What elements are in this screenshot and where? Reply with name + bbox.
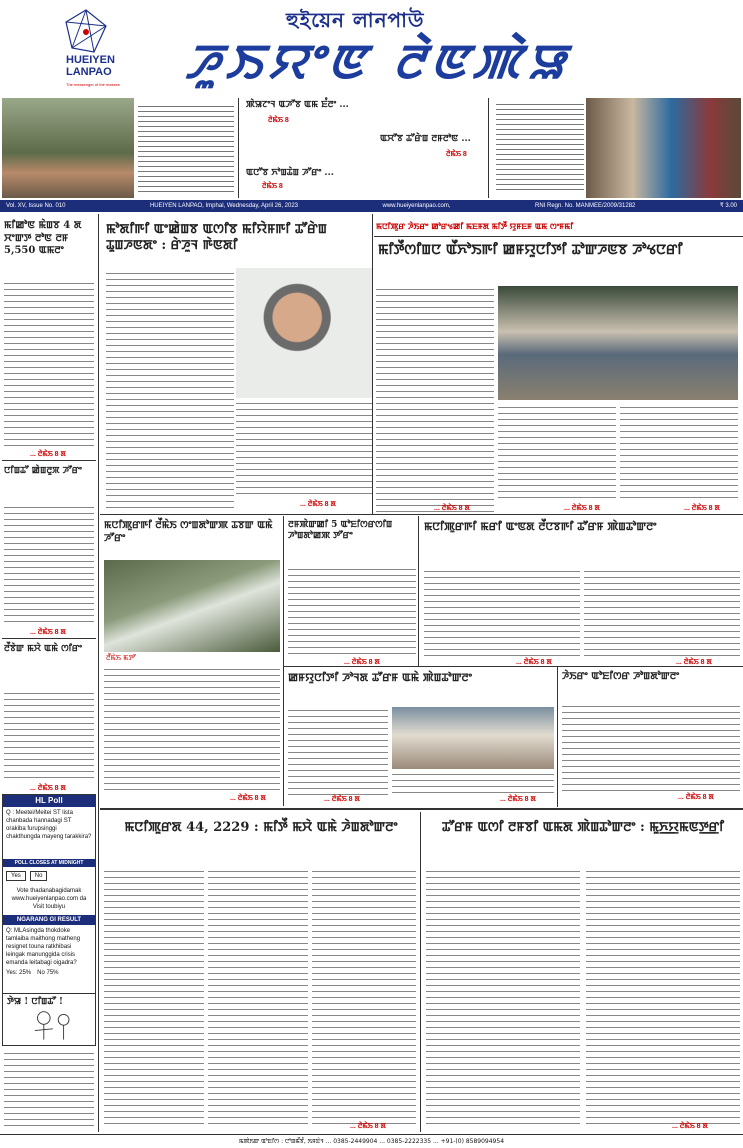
lead-headline: ꯃꯣꯗꯤꯒꯤ ꯑꯦꯀꯥꯡꯕ ꯑꯁꯤꯕ ꯃꯤꯌꯥꯝꯒꯤ ꯊꯧꯔꯥꯡ ꯊꯨꯡꯍꯟꯗꯦ : ꯔꯥꯍꯨꯜ ꯒꯥꯟꯗꯤ (106, 222, 327, 254)
brand-tagline: The messenger of the masses (66, 82, 120, 87)
mid-story-1-caption: ꯂꯩꯃꯥꯏ ꯃꯇꯧ (106, 654, 136, 662)
mid-story-4-contd-b: ... ꯂꯥꯃꯥꯏ 8 ꯗ (500, 796, 536, 803)
poll-title: HL Poll (3, 795, 95, 807)
poll-box (2, 794, 96, 1046)
poll-closes: POLL CLOSES AT MIDNIGHT (3, 859, 95, 867)
left-lead-body (4, 280, 94, 448)
teaser-3-head: ꯑꯅꯧꯕ ꯈꯣꯡꯊꯥꯡ ꯍꯧꯔꯦ ... (246, 168, 334, 178)
left-story3-contd: ... ꯂꯥꯃꯥꯏ 8 ꯗ (30, 785, 66, 792)
bottom-left-body-c (312, 868, 416, 1124)
cartoon-figure-icon (21, 1009, 81, 1045)
left-rule-1 (2, 460, 96, 461)
mid-story-2 (284, 516, 418, 666)
mid-story-2-headline: ꯂꯝꯄꯥꯛꯀꯤ 5 ꯑꯣꯐꯤꯁꯔꯁꯤꯡ ꯍꯣꯡꯗꯣꯀꯄ ꯇꯧꯔꯦ (288, 520, 393, 542)
mid-story-1 (100, 516, 282, 806)
result-no: No 75% (37, 970, 59, 976)
footer-address: ꯃꯄꯥꯏꯛ ꯑꯣꯐꯤꯁ : ꯅꯣꯡꯃꯩꯕꯪ, ꯏꯝꯐꯥꯜ ... 0385-2449904 ... 0385-2222335 ... +91-(0) 8589094954 (0, 1134, 743, 1148)
mid-story-3-body-a (424, 568, 580, 660)
mid-story-3-body-b (584, 568, 740, 660)
lead-body-col1 (106, 270, 234, 510)
bottom-right-body-a (426, 868, 580, 1124)
mid-story-4-headline: ꯀꯝꯌꯨꯅꯤꯇꯤ ꯍꯣꯜꯗ ꯊꯧꯔꯝ ꯑꯃꯥ ꯄꯥꯡꯊꯣꯛꯂꯦ (288, 671, 472, 684)
bottom-left-contd: ... ꯂꯥꯃꯥꯏ 8 ꯗ (350, 1123, 386, 1130)
edition-date: Imphal, Wednesday, April 26, 2023 (205, 203, 299, 209)
mid-story-3-contd-b: ... ꯂꯥꯃꯥꯏ 8 ꯗ (676, 659, 712, 666)
volume-issue: Vol. XV, Issue No. 010 (6, 203, 66, 209)
left-lead-contd: ... ꯂꯥꯃꯥꯏ 8 ꯗ (30, 451, 66, 458)
mid-story-4 (284, 667, 556, 807)
result-yes: Yes: 25% (6, 970, 32, 976)
poll-options (3, 867, 95, 885)
right-caption-block (496, 102, 584, 192)
cartoon-body (4, 1050, 94, 1130)
right-top-kicker: ꯃꯅꯤꯄꯨꯔ ꯍꯥꯏꯔꯦ ꯀꯣꯔꯠꯀꯤ ꯃꯐꯝꯗ ꯃꯤꯇꯩ ꯌꯨꯝꯐꯝ ꯑꯃ ꯁꯦꯝꯃꯤ (376, 221, 574, 231)
left-story3-body (4, 690, 94, 782)
mid-story-5-headline: ꯍꯥꯏꯔꯦ ꯑꯣꯐꯤꯁꯔ ꯍꯣꯡꯗꯣꯛꯂꯦ (562, 671, 680, 682)
brand-line-2: LANPAO (66, 66, 112, 78)
strip-divider-2 (488, 98, 489, 198)
left-caption-block (138, 104, 234, 192)
right-top-story (374, 214, 743, 514)
right-top-body-b (498, 404, 616, 500)
top-strip (0, 96, 743, 200)
rni-number: RNI Regn. No. MANMEE/2009/31282 (534, 203, 636, 209)
mid-story-5 (558, 667, 743, 807)
mid-story-2-body (288, 566, 416, 658)
poll-vote-text: Vote thadanabagidamak www.hueiyenlanpao.com da Visit toubiyu (11, 888, 87, 910)
poll-yes[interactable]: Yes (6, 871, 26, 881)
website[interactable]: www.hueiyenlanpao.com, (382, 203, 451, 209)
left-lead-headline: ꯃꯤꯀꯣꯟ ꯃꯥꯡꯕ 4 ꯗ ꯆꯦꯛꯇ ꯂꯣꯟ ꯂꯝ 5,550 ꯑꯃꯂꯦ (4, 220, 82, 256)
lead-divider (372, 214, 373, 514)
upper-rule (100, 514, 743, 515)
right-top-body-a (376, 286, 494, 512)
teaser-2-page: ꯂꯥꯃꯥꯏ 8 (446, 151, 467, 158)
mid-story-4-body-a (288, 707, 388, 795)
mid-story-2-contd: ... ꯂꯥꯃꯥꯏ 8 ꯗ (344, 659, 380, 666)
hall-meeting-photo (392, 707, 554, 769)
ceremony-photo (586, 98, 741, 198)
result-title: NGARANG GI RESULT (3, 915, 95, 925)
mid-story-1-body (104, 666, 280, 792)
left-column (0, 214, 98, 1132)
landscape-photo (104, 560, 280, 652)
edition-place (150, 200, 298, 212)
bottom-left-body-b (208, 868, 308, 1124)
right-top-contd-c: ... ꯂꯥꯃꯥꯏ 8 ꯗ (684, 505, 720, 512)
bottom-left-body-a (104, 868, 204, 1124)
result-question: Q: MLAsingda thokdoke tamlaiba maithong matheng resignet touna ratkhibasi leingak manunggida crisis emanda leitabagi oigadra? (6, 928, 81, 966)
cartoon-title: ꯇꯥꯎ ! ꯅꯤꯡꯊꯧ ! (7, 997, 63, 1007)
masthead (0, 0, 743, 96)
bottom-right-contd: ... ꯂꯥꯃꯥꯏ 8 ꯗ (672, 1123, 708, 1130)
teaser-1-page: ꯂꯥꯃꯥꯏ 8 (268, 117, 289, 124)
right-top-contd-b: ... ꯂꯥꯃꯥꯏ 8 ꯗ (564, 505, 600, 512)
bottom-right-headline: ꯊꯧꯔꯝ ꯑꯁꯤ ꯂꯝꯕꯤ ꯑꯃꯗ ꯄꯥꯡꯊꯣꯛꯂꯦ : ꯃꯨꯈ꯭ꯌꯃꯟꯇ꯭ꯔꯤ (441, 820, 725, 835)
poll-question: Q : Meetei/Meitei ST lista chanbada hannadagi ST orakiba furupsinggi chakthungda mayeng tarakkira? (6, 810, 92, 840)
left-story2-body (4, 504, 94, 626)
mid-story-3 (420, 516, 743, 666)
bottom-divider (420, 812, 421, 1132)
rahul-gandhi-photo (236, 268, 372, 398)
bottom-right-story (422, 812, 743, 1132)
poll-rule (3, 993, 95, 994)
mid-story-1-headline: ꯃꯅꯤꯄꯨꯔꯒꯤ ꯂꯩꯃꯥꯏ ꯁꯦꯡꯗꯣꯛꯄ ꯊꯕꯛ ꯑꯃꯥ ꯍꯧꯔꯦ (104, 520, 273, 544)
right-top-contd-a: ... ꯂꯥꯃꯥꯏ 8 ꯗ (434, 505, 470, 512)
kicker-rule (374, 236, 743, 237)
mid-story-5-contd: ... ꯂꯥꯃꯥꯏ 8 ꯗ (678, 794, 714, 801)
logo-text (66, 54, 115, 78)
right-top-body-c (620, 404, 738, 500)
group-photo (498, 286, 738, 400)
poll-no[interactable]: No (30, 871, 48, 881)
bottom-left-headline: ꯃꯅꯤꯄꯨꯔꯗ 44, 2229 : ꯃꯤꯇꯩ ꯃꯆꯥ ꯑꯃꯥ ꯍꯥꯡꯗꯣꯛꯂꯦ (124, 820, 398, 835)
statue-photo (2, 98, 134, 198)
strip-divider-1 (238, 98, 239, 198)
lead-contd: ... ꯂꯥꯃꯥꯏ 8 ꯗ (300, 501, 336, 508)
left-rule-2 (2, 638, 96, 639)
mid-story-3-headline: ꯃꯅꯤꯄꯨꯔꯒꯤ ꯃꯔꯤ ꯑꯦꯟꯗ ꯂꯩꯅꯕꯒꯤ ꯊꯧꯔꯝ ꯄꯥꯡꯊꯣꯛꯂꯦ (424, 520, 657, 533)
mayek-title: ꯍꯨꯏꯌꯦꯟ ꯂꯥꯟꯄꯥꯎ (183, 34, 574, 90)
bottom-right-body-b (586, 868, 740, 1124)
left-story2-headline: ꯅꯤꯡꯊꯧ ꯀꯥꯡꯂꯨꯞ ꯍꯧꯔꯦ (4, 466, 82, 476)
teaser-1-head: ꯄꯥꯎꯖꯦꯜ ꯑꯍꯧꯕ ꯑꯃ ꯐꯪꯂꯦ ... (246, 100, 349, 110)
result-values (3, 969, 95, 977)
dateline-bar (0, 200, 743, 212)
right-top-headline: ꯃꯤꯇꯩꯁꯤꯡꯅ ꯑꯩꯈꯣꯏꯒꯤ ꯀꯝꯌꯨꯅꯤꯇꯤ ꯊꯣꯛꯍꯟꯕ ꯍꯣꯠꯅꯔꯤ (378, 242, 683, 258)
left-story2-contd: ... ꯂꯥꯃꯥꯏ 8 ꯗ (30, 629, 66, 636)
bottom-left-story (100, 812, 420, 1132)
lead-body-col2 (236, 400, 372, 496)
mid-divider-2 (418, 516, 419, 666)
lower-rule (100, 808, 743, 810)
left-story3-headline: ꯂꯩꯕꯥꯛ ꯃꯆꯥ ꯑꯃꯥ ꯁꯤꯔꯦ (4, 644, 83, 654)
left-col-divider (98, 214, 99, 1132)
mid-story-4-body-b (392, 771, 554, 795)
bengali-title: হুইয়েন লানপাউ (286, 8, 425, 32)
price: ₹ 3.00 (719, 203, 737, 209)
mid-story-4-contd-a: ... ꯂꯥꯃꯥꯏ 8 ꯗ (324, 796, 360, 803)
mid-story-5-body (562, 703, 740, 793)
mid-story-3-contd-a: ... ꯂꯥꯃꯥꯏ 8 ꯗ (516, 659, 552, 666)
edition-name: HUEIYEN LANPAO, (149, 203, 204, 209)
teaser-3-page: ꯂꯥꯃꯥꯏ 8 (262, 183, 283, 190)
logo-icon (64, 8, 108, 54)
teaser-2-head: ꯑꯆꯧꯕ ꯊꯧꯔꯥꯡ ꯂꯝꯂꯣꯟ ... (380, 134, 471, 144)
brand-line-1: HUEIYEN (66, 54, 115, 66)
mid-story-1-contd: ... ꯂꯥꯃꯥꯏ 8 ꯗ (230, 795, 266, 802)
